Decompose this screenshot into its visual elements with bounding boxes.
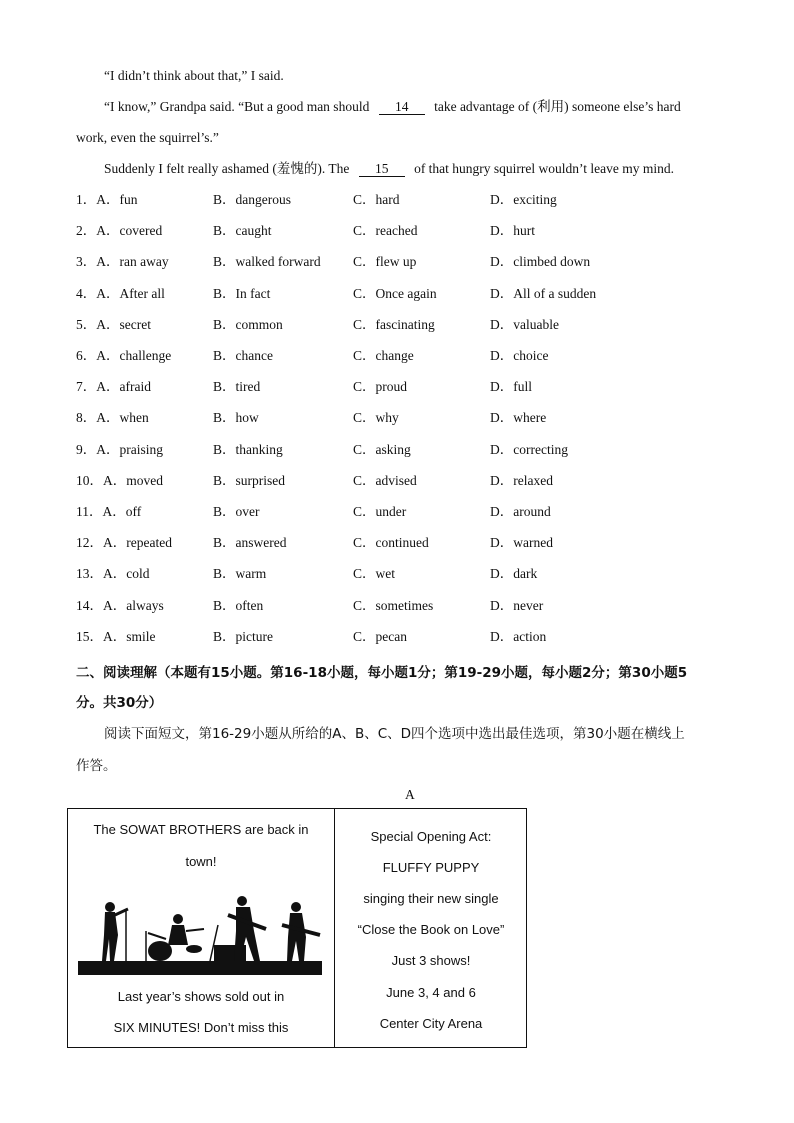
ad-right-panel (334, 809, 528, 1047)
option-choice-a: 5．A．secret (76, 316, 151, 332)
ad-venue: Center City Arena (379, 1016, 483, 1031)
ad-headline-line-2: town! (185, 854, 217, 869)
option-choice-d: D．action (490, 628, 547, 644)
ad-show-dates: June 3, 4 and 6 (386, 985, 476, 1000)
option-choice-a: 2．A．covered (76, 223, 163, 239)
option-choice-b: B．thanking (213, 441, 283, 457)
option-choice-b: B．In fact (213, 285, 271, 301)
option-choice-d: D．choice (490, 348, 549, 363)
option-choice-c: C．advised (353, 472, 417, 488)
option-choice-b: B．how (213, 410, 259, 426)
story-line-4-start: Suddenly I felt really ashamed (羞愧的). The (104, 161, 350, 176)
section-heading-line-2: 分。共30分） (76, 695, 163, 711)
option-choice-d: D．hurt (490, 223, 535, 239)
option-choice-b: B．common (213, 316, 283, 332)
ad-left-panel (68, 809, 335, 1047)
option-choice-c: C．fascinating (353, 316, 435, 332)
option-row (76, 222, 736, 240)
ad-single-intro: singing their new single (363, 891, 499, 906)
section-heading-line-1: 二、阅读理解（本题有15小题。第16-18小题，每小题1分；第19-29小题，每小题2分；第30小题5 (76, 665, 688, 681)
ad-sold-out-line-1: Last year’s shows sold out in (117, 989, 285, 1004)
story-line-2-end: take advantage of (利用) someone else’s hard (434, 99, 681, 114)
option-choice-b: B．picture (213, 628, 273, 644)
story-line-2-start: “I know,” Grandpa said. “But a good man should (104, 99, 370, 114)
option-choice-a: 4．A．After all (76, 285, 165, 301)
option-choice-b: B．answered (213, 535, 287, 551)
option-choice-c: C．change (353, 348, 414, 363)
option-choice-d: D．full (490, 379, 532, 395)
option-choice-b: B．often (213, 597, 264, 613)
option-choice-c: C．pecan (353, 628, 407, 644)
blank-14: 14 (379, 100, 425, 115)
option-choice-c: C．why (353, 410, 399, 426)
option-choice-a: 12．A．repeated (76, 535, 172, 551)
option-choice-d: D．relaxed (490, 472, 553, 488)
option-choice-a: 9．A．praising (76, 441, 163, 457)
option-choice-c: C．flew up (353, 254, 417, 270)
option-row (76, 441, 736, 459)
option-choice-c: C．Once again (353, 285, 437, 301)
instruction-line-2: 作答。 (76, 758, 117, 774)
option-choice-c: C．hard (353, 192, 400, 207)
option-choice-c: C．proud (353, 379, 407, 395)
option-choice-a: 15．A．smile (76, 628, 156, 644)
option-choice-c: C．asking (353, 441, 411, 457)
story-line-1: “I didn’t think about that,” I said. (104, 68, 284, 83)
option-choice-c: C．reached (353, 223, 418, 239)
option-choice-d: D．around (490, 504, 551, 519)
passage-label: A (405, 787, 415, 802)
option-row (76, 378, 736, 396)
instruction-line-1: 阅读下面短文，第16-29小题从所给的A、B、C、D四个选项中选出最佳选项，第30小题在横线上 (104, 726, 685, 742)
story-line-3: work, even the squirrel’s.” (76, 130, 219, 145)
band-silhouette-image (78, 895, 322, 975)
option-choice-b: B．caught (213, 223, 272, 239)
option-row (76, 285, 736, 303)
option-row (76, 628, 736, 646)
option-choice-b: B．warm (213, 566, 267, 582)
option-choice-d: D．dark (490, 566, 538, 582)
option-choice-d: D．warned (490, 535, 553, 551)
option-row (76, 191, 736, 209)
option-choice-a: 10．A．moved (76, 472, 163, 488)
story-line-4 (104, 160, 674, 178)
option-choice-c: C．continued (353, 535, 429, 551)
option-choice-a: 13．A．cold (76, 566, 150, 582)
option-choice-a: 6．A．challenge (76, 348, 172, 363)
option-choice-a: 11．A．off (76, 504, 142, 519)
option-choice-c: C．sometimes (353, 597, 434, 613)
ad-sold-out-line-2: SIX MINUTES! Don’t miss this (113, 1020, 289, 1035)
option-row (76, 472, 736, 490)
option-row (76, 347, 736, 365)
option-choice-a: 1．A．fun (76, 192, 138, 207)
option-choice-a: 3．A．ran away (76, 254, 169, 270)
story-line-2 (104, 98, 681, 116)
option-choice-a: 14．A．always (76, 597, 164, 613)
ad-opening-act-name: FLUFFY PUPPY (382, 860, 480, 875)
option-choice-b: B．over (213, 504, 260, 519)
option-choice-d: D．never (490, 597, 544, 613)
option-row (76, 503, 736, 521)
option-choice-d: D．valuable (490, 316, 559, 332)
option-choice-b: B．surprised (213, 472, 285, 488)
option-choice-d: D．where (490, 410, 547, 426)
option-choice-c: C．wet (353, 566, 395, 582)
option-choice-a: 8．A．when (76, 410, 149, 426)
option-choice-b: B．tired (213, 379, 261, 395)
option-row (76, 597, 736, 615)
story-line-4-end: of that hungry squirrel wouldn’t leave my mind. (414, 161, 675, 176)
option-row (76, 316, 736, 334)
option-row (76, 409, 736, 427)
option-row (76, 253, 736, 271)
option-row (76, 534, 736, 552)
blank-15: 15 (359, 162, 405, 177)
option-choice-d: D．climbed down (490, 254, 591, 270)
ad-show-count: Just 3 shows! (391, 953, 471, 968)
ad-single-title: “Close the Book on Love” (357, 922, 505, 937)
option-choice-d: D．correcting (490, 441, 568, 457)
ad-opening-act-label: Special Opening Act: (370, 829, 492, 844)
option-choice-c: C．under (353, 504, 407, 519)
option-choice-b: B．dangerous (213, 192, 291, 207)
option-choice-b: B．chance (213, 348, 273, 363)
ad-headline-line-1: The SOWAT BROTHERS are back in (93, 822, 309, 837)
concert-advertisement (67, 808, 527, 1048)
option-choice-d: D．All of a sudden (490, 285, 597, 301)
option-choice-a: 7．A．afraid (76, 379, 151, 395)
option-choice-b: B．walked forward (213, 254, 321, 270)
option-row (76, 565, 736, 583)
option-choice-d: D．exciting (490, 192, 557, 207)
